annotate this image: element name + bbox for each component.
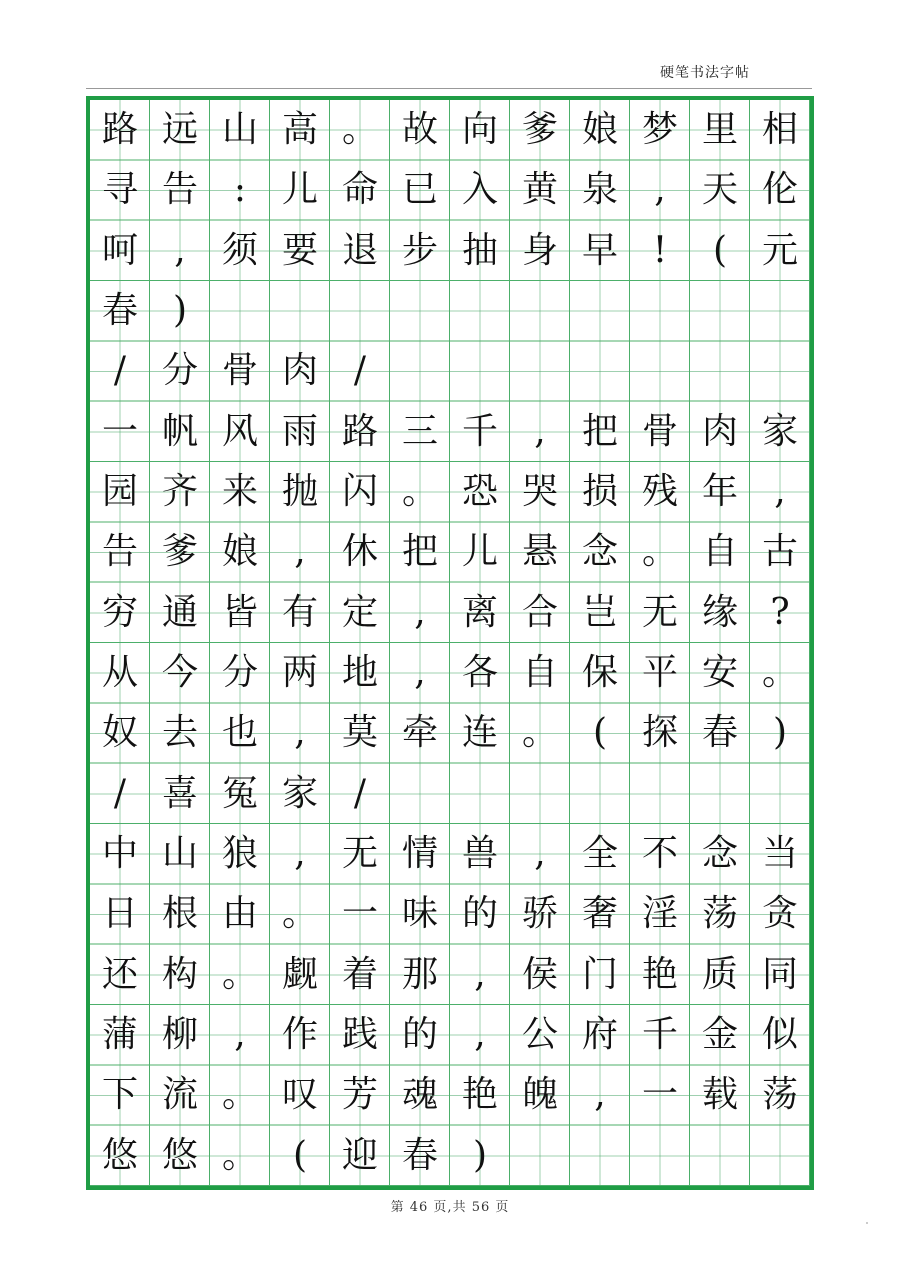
grid-cell: 念: [701, 833, 738, 875]
grid-cell: 。: [221, 1074, 258, 1116]
grid-cell: [690, 281, 750, 341]
grid-cell: 肉: [281, 350, 318, 392]
grid-cell: 帆: [161, 410, 198, 452]
grid-cell: 恐: [461, 471, 498, 513]
grid-cell: 今: [161, 652, 198, 694]
grid-cell: 。: [401, 471, 438, 513]
grid-cell: 去: [161, 712, 198, 754]
grid-cell: 娘: [581, 109, 618, 151]
grid-row: [90, 462, 810, 522]
grid-cell: 年: [701, 471, 738, 513]
grid-cell: 。: [641, 531, 678, 573]
grid-cell: 质: [701, 953, 738, 995]
grid-cell: 无: [341, 833, 378, 875]
grid-cell: 悠: [161, 1134, 198, 1176]
grid-cell: 金: [701, 1014, 738, 1056]
grid-cell: 平: [641, 652, 678, 694]
grid-row: [90, 160, 810, 220]
grid-cell: 构: [161, 953, 198, 995]
grid-cell: 府: [581, 1014, 618, 1056]
grid-row: [90, 764, 810, 824]
grid-cell: [750, 341, 810, 401]
grid-cell: 残: [641, 471, 678, 513]
grid-cell: ,: [234, 1014, 246, 1056]
grid-cell: [690, 1126, 750, 1186]
grid-rows: [90, 100, 810, 1186]
grid-cell: :: [233, 169, 247, 211]
grid-cell: 来: [221, 471, 258, 513]
grid-cell: [570, 764, 630, 824]
grid-cell: 芳: [341, 1074, 378, 1116]
grid-cell: [510, 281, 570, 341]
grid-cell: 门: [581, 953, 618, 995]
grid-cell: 自: [701, 531, 738, 573]
grid-cell: 分: [161, 350, 198, 392]
grid-cell: 载: [701, 1074, 738, 1116]
grid-cell: !: [652, 229, 668, 271]
grid-cell: 自: [521, 652, 558, 694]
grid-cell: 穷: [101, 591, 138, 633]
grid-cell: 柳: [161, 1014, 198, 1056]
grid-cell: 路: [341, 410, 378, 452]
grid-cell: 路: [101, 109, 138, 151]
grid-cell: 齐: [161, 471, 198, 513]
grid-cell: 要: [281, 229, 318, 271]
grid-cell: 梦: [641, 109, 678, 151]
grid-cell: 分: [221, 652, 258, 694]
grid-cell: 当: [761, 833, 798, 875]
grid-cell: 。: [521, 712, 558, 754]
grid-cell: 千: [641, 1014, 678, 1056]
grid-cell: 兽: [461, 833, 498, 875]
grid-cell: ,: [774, 471, 786, 513]
grid-cell: 岂: [581, 591, 618, 633]
grid-cell: 雨: [281, 410, 318, 452]
grid-cell: 日: [101, 893, 138, 935]
grid-cell: 冤: [221, 772, 258, 814]
grid-cell: 也: [221, 712, 258, 754]
grid-cell: 作: [281, 1014, 318, 1056]
grid-cell: 下: [101, 1074, 138, 1116]
grid-cell: 黄: [521, 169, 558, 211]
grid-cell: ,: [474, 1014, 486, 1056]
grid-cell: 休: [341, 531, 378, 573]
grid-cell: ,: [534, 410, 546, 452]
grid-cell: ,: [654, 169, 666, 211]
grid-cell: 连: [461, 712, 498, 754]
grid-cell: 须: [221, 229, 258, 271]
grid-cell: 有: [281, 591, 318, 633]
grid-cell: 缘: [701, 591, 738, 633]
grid-cell: 爹: [161, 531, 198, 573]
grid-cell: 风: [221, 410, 258, 452]
grid-cell: [450, 764, 510, 824]
grid-row: [90, 341, 810, 401]
grid-cell: 蒲: [101, 1014, 138, 1056]
grid-cell: 似: [761, 1014, 798, 1056]
grid-cell: [510, 341, 570, 401]
grid-cell: ,: [294, 712, 306, 754]
grid-cell: 退: [341, 229, 378, 271]
grid-cell: 损: [581, 471, 618, 513]
grid-cell: 探: [641, 712, 678, 754]
grid-cell: ): [172, 290, 188, 332]
document-title: 硬笔书法字帖: [660, 65, 750, 81]
grid-cell: 离: [461, 591, 498, 633]
grid-cell: 觑: [281, 953, 318, 995]
grid-cell: 狼: [221, 833, 258, 875]
grid-cell: 还: [101, 953, 138, 995]
grid-cell: 着: [341, 953, 378, 995]
grid-cell: 皆: [221, 591, 258, 633]
grid-cell: 流: [161, 1074, 198, 1116]
grid-row: [90, 522, 810, 582]
grid-cell: 悠: [101, 1134, 138, 1176]
grid-cell: [570, 1126, 630, 1186]
grid-cell: 闪: [341, 471, 378, 513]
grid-cell: 入: [461, 169, 498, 211]
grid-cell: 从: [101, 652, 138, 694]
grid-cell: 古: [761, 531, 798, 573]
grid-cell: 叹: [281, 1074, 318, 1116]
grid-cell: ,: [534, 833, 546, 875]
grid-cell: /: [113, 350, 127, 392]
grid-cell: 呵: [101, 229, 138, 271]
grid-cell: ,: [294, 833, 306, 875]
grid-cell: 骨: [641, 410, 678, 452]
grid-cell: 向: [461, 109, 498, 151]
grid-cell: 那: [401, 953, 438, 995]
grid-cell: 。: [281, 893, 318, 935]
grid-cell: 家: [761, 410, 798, 452]
practice-grid: [86, 96, 814, 1190]
grid-cell: 艳: [641, 953, 678, 995]
grid-cell: [390, 341, 450, 401]
grid-cell: 味: [401, 893, 438, 935]
grid-cell: 情: [401, 833, 438, 875]
grid-cell: 践: [341, 1014, 378, 1056]
header-divider: [86, 88, 812, 89]
grid-cell: 骨: [221, 350, 258, 392]
grid-cell: 悬: [521, 531, 558, 573]
grid-cell: 元: [761, 229, 798, 271]
grid-cell: 地: [341, 652, 378, 694]
grid-cell: 步: [401, 229, 438, 271]
grid-cell: (: [292, 1134, 308, 1176]
grid-cell: 同: [761, 953, 798, 995]
grid-cell: 故: [401, 109, 438, 151]
grid-cell: 的: [401, 1014, 438, 1056]
grid-cell: /: [113, 772, 127, 814]
grid-cell: 全: [581, 833, 618, 875]
grid-cell: [210, 281, 270, 341]
grid-cell: 一: [101, 410, 138, 452]
grid-cell: [390, 764, 450, 824]
grid-cell: ,: [414, 591, 426, 633]
grid-cell: 春: [101, 290, 138, 332]
grid-row: [90, 643, 810, 703]
grid-cell: 告: [101, 531, 138, 573]
grid-cell: 肉: [701, 410, 738, 452]
grid-cell: [630, 341, 690, 401]
grid-cell: 贪: [761, 893, 798, 935]
grid-cell: 由: [221, 893, 258, 935]
grid-row: [90, 824, 810, 884]
grid-row: [90, 221, 810, 281]
grid-cell: [630, 1126, 690, 1186]
grid-row: [90, 703, 810, 763]
grid-cell: 。: [761, 652, 798, 694]
grid-cell: 已: [401, 169, 438, 211]
grid-cell: [750, 281, 810, 341]
grid-cell: 里: [701, 109, 738, 151]
grid-cell: 儿: [281, 169, 318, 211]
grid-cell: 各: [461, 652, 498, 694]
grid-cell: 一: [641, 1074, 678, 1116]
grid-cell: (: [592, 712, 608, 754]
grid-cell: /: [353, 350, 367, 392]
grid-cell: [390, 281, 450, 341]
grid-cell: (: [712, 229, 728, 271]
grid-cell: 的: [461, 893, 498, 935]
grid-cell: 合: [521, 591, 558, 633]
grid-cell: 两: [281, 652, 318, 694]
grid-cell: [630, 764, 690, 824]
grid-cell: 远: [161, 109, 198, 151]
grid-cell: [630, 281, 690, 341]
grid-cell: 千: [461, 410, 498, 452]
grid-cell: 公: [521, 1014, 558, 1056]
grid-cell: 春: [401, 1134, 438, 1176]
grid-cell: 三: [401, 410, 438, 452]
grid-cell: 天: [701, 169, 738, 211]
grid-cell: 安: [701, 652, 738, 694]
grid-cell: 爹: [521, 109, 558, 151]
grid-cell: [510, 1126, 570, 1186]
grid-cell: 艳: [461, 1074, 498, 1116]
grid-cell: 山: [161, 833, 198, 875]
grid-cell: 泉: [581, 169, 618, 211]
grid-cell: 喜: [161, 772, 198, 814]
grid-cell: [750, 764, 810, 824]
grid-cell: 把: [401, 531, 438, 573]
grid-cell: 儿: [461, 531, 498, 573]
grid-cell: 侯: [521, 953, 558, 995]
grid-cell: 相: [761, 109, 798, 151]
grid-cell: 。: [221, 1134, 258, 1176]
grid-cell: ,: [594, 1074, 606, 1116]
grid-cell: ,: [474, 953, 486, 995]
grid-cell: [570, 341, 630, 401]
grid-row: [90, 945, 810, 1005]
grid-cell: 早: [581, 229, 618, 271]
grid-cell: 园: [101, 471, 138, 513]
grid-cell: 。: [221, 953, 258, 995]
grid-cell: [510, 764, 570, 824]
grid-cell: ?: [770, 591, 790, 633]
grid-cell: 。: [341, 109, 378, 151]
grid-row: [90, 1065, 810, 1125]
grid-cell: ): [472, 1134, 488, 1176]
grid-row: [90, 402, 810, 462]
grid-cell: [450, 341, 510, 401]
grid-row: [90, 100, 810, 160]
grid-row: [90, 583, 810, 643]
grid-cell: 荡: [761, 1074, 798, 1116]
grid-cell: 娘: [221, 531, 258, 573]
grid-cell: 荡: [701, 893, 738, 935]
grid-cell: 魂: [401, 1074, 438, 1116]
grid-cell: 一: [341, 893, 378, 935]
grid-cell: ,: [174, 229, 186, 271]
grid-cell: 迎: [341, 1134, 378, 1176]
grid-cell: 抽: [461, 229, 498, 271]
grid-cell: 山: [221, 109, 258, 151]
grid-cell: 抛: [281, 471, 318, 513]
grid-cell: 身: [521, 229, 558, 271]
grid-row: [90, 281, 810, 341]
grid-cell: 中: [101, 833, 138, 875]
grid-cell: 莫: [341, 712, 378, 754]
grid-cell: 魄: [521, 1074, 558, 1116]
grid-cell: 奢: [581, 893, 618, 935]
grid-cell: [270, 281, 330, 341]
grid-cell: /: [353, 772, 367, 814]
grid-cell: 寻: [101, 169, 138, 211]
grid-cell: 把: [581, 410, 618, 452]
grid-cell: 通: [161, 591, 198, 633]
grid-cell: 命: [341, 169, 378, 211]
grid-cell: 不: [641, 833, 678, 875]
grid-cell: 家: [281, 772, 318, 814]
grid-cell: [330, 281, 390, 341]
grid-cell: ,: [414, 652, 426, 694]
grid-cell: 牵: [401, 712, 438, 754]
grid-row: [90, 1005, 810, 1065]
grid-cell: 淫: [641, 893, 678, 935]
grid-cell: [450, 281, 510, 341]
corner-mark: [866, 1222, 868, 1224]
grid-cell: 高: [281, 109, 318, 151]
grid-cell: 根: [161, 893, 198, 935]
grid-cell: 无: [641, 591, 678, 633]
grid-cell: 伦: [761, 169, 798, 211]
grid-cell: 哭: [521, 471, 558, 513]
grid-cell: 告: [161, 169, 198, 211]
grid-cell: [690, 764, 750, 824]
page-number: 第 46 页,共 56 页: [390, 1200, 510, 1215]
grid-cell: [750, 1126, 810, 1186]
grid-cell: [690, 341, 750, 401]
grid-cell: 保: [581, 652, 618, 694]
grid-cell: 定: [341, 591, 378, 633]
grid-cell: 念: [581, 531, 618, 573]
grid-row: [90, 884, 810, 944]
grid-cell: ): [772, 712, 788, 754]
grid-cell: 奴: [101, 712, 138, 754]
grid-row: [90, 1126, 810, 1186]
grid-cell: [570, 281, 630, 341]
grid-cell: 春: [701, 712, 738, 754]
grid-cell: 骄: [521, 893, 558, 935]
grid-cell: ,: [294, 531, 306, 573]
